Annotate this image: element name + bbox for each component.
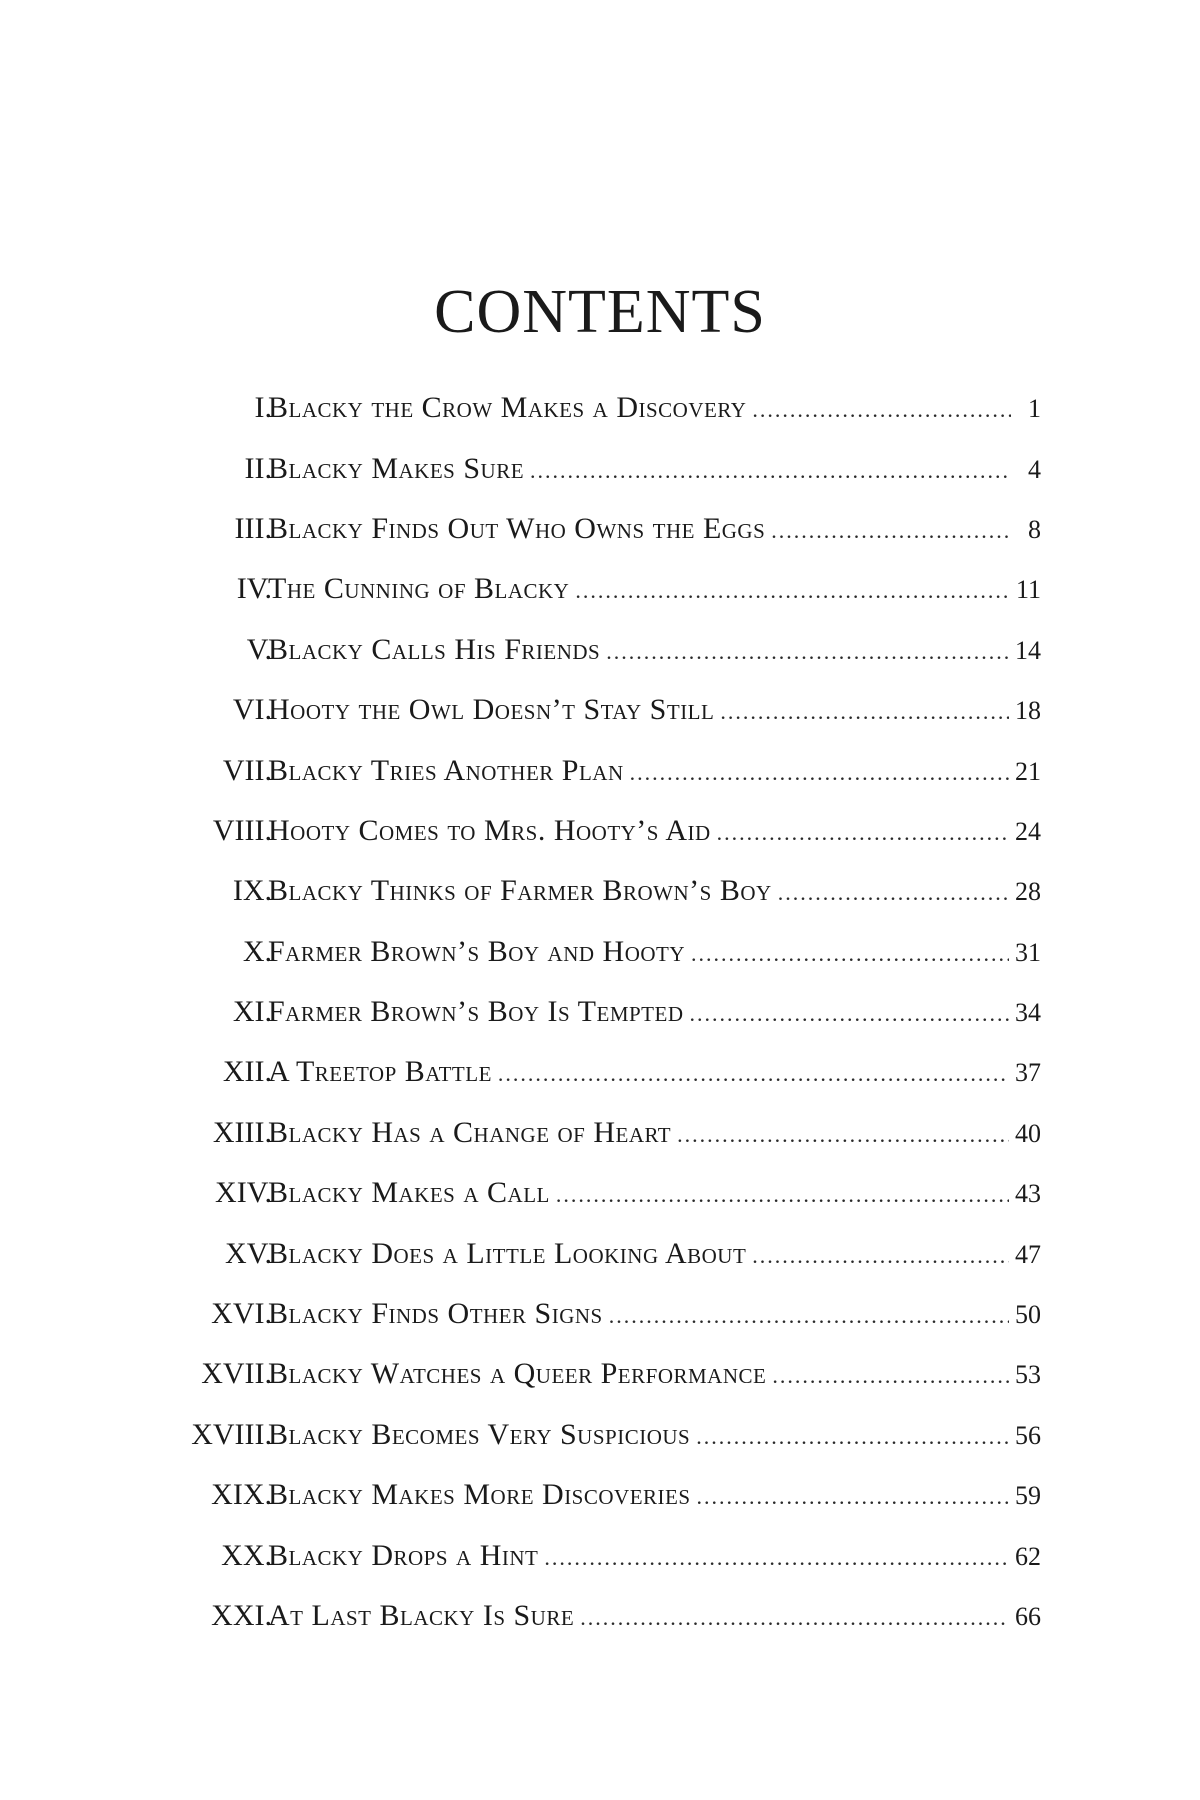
- chapter-page-number: 28: [1015, 877, 1041, 907]
- chapter-page-number: 11: [1015, 575, 1041, 605]
- toc-entry[interactable]: [0, 559, 1200, 619]
- dot-leader: [530, 458, 1011, 484]
- chapter-title: Blacky Finds Other Signs: [268, 1297, 603, 1331]
- dot-leader: [696, 1424, 1009, 1450]
- toc-entry[interactable]: [0, 438, 1200, 498]
- chapter-page-number: 14: [1015, 635, 1041, 665]
- dot-leader: [717, 820, 1009, 846]
- chapter-page-number: 1: [1028, 394, 1041, 424]
- dot-leader: [772, 1363, 1009, 1389]
- toc-entry[interactable]: [0, 620, 1200, 680]
- chapter-numeral: X.: [242, 934, 272, 968]
- chapter-numeral: III.: [234, 511, 272, 545]
- chapter-entry: [268, 1478, 1041, 1512]
- chapter-title: Hooty the Owl Doesn’t Stay Still: [268, 693, 715, 727]
- chapter-entry: [268, 633, 1041, 667]
- chapter-page-number: 50: [1015, 1300, 1041, 1330]
- chapter-title: Hooty Comes to Mrs. Hooty’s Aid: [268, 813, 711, 847]
- chapter-numeral: V.: [246, 632, 272, 666]
- chapter-title: Blacky Finds Out Who Owns the Eggs: [268, 511, 766, 545]
- chapter-entry: [268, 814, 1041, 848]
- chapter-numeral: XVI.: [211, 1297, 272, 1331]
- chapter-entry: [268, 754, 1041, 788]
- toc-entry[interactable]: [0, 1163, 1200, 1223]
- dot-leader: [677, 1122, 1009, 1148]
- chapter-entry: [268, 452, 1041, 486]
- toc-entry[interactable]: [0, 982, 1200, 1042]
- chapter-page-number: 8: [1028, 514, 1041, 544]
- chapter-numeral: VII.: [222, 753, 272, 787]
- dot-leader: [771, 518, 1011, 544]
- chapter-numeral: XIII.: [212, 1115, 272, 1149]
- chapter-title: At Last Blacky Is Sure: [268, 1599, 575, 1632]
- dot-leader: [556, 1182, 1009, 1208]
- toc-entry[interactable]: [0, 922, 1200, 982]
- dot-leader: [720, 699, 1009, 725]
- dot-leader: [630, 760, 1009, 786]
- dot-leader: [606, 639, 1009, 665]
- dot-leader: [778, 880, 1009, 906]
- chapter-page-number: 66: [1015, 1602, 1041, 1631]
- toc-entry[interactable]: [0, 740, 1200, 800]
- dot-leader: [690, 1001, 1010, 1027]
- chapter-page-number: 24: [1015, 816, 1041, 846]
- toc-entry[interactable]: [0, 1223, 1200, 1283]
- chapter-page-number: 53: [1015, 1360, 1041, 1390]
- chapter-title: Blacky Makes Sure: [268, 451, 525, 485]
- chapter-title: Blacky Drops a Hint: [268, 1538, 539, 1572]
- chapter-page-number: 4: [1028, 454, 1041, 484]
- toc-entry[interactable]: [0, 1405, 1200, 1465]
- chapter-numeral: VI.: [232, 693, 272, 727]
- chapter-title: Blacky Calls His Friends: [268, 632, 601, 666]
- chapter-title: Blacky Tries Another Plan: [268, 753, 624, 787]
- page-title: CONTENTS: [434, 278, 766, 346]
- chapter-entry: [268, 391, 1041, 425]
- toc-entry[interactable]: [0, 1103, 1200, 1163]
- chapter-entry: [268, 1418, 1041, 1452]
- chapter-title: Blacky Thinks of Farmer Brown’s Boy: [268, 874, 772, 908]
- dot-leader: [609, 1303, 1009, 1329]
- chapter-entry: [268, 1599, 1041, 1633]
- dot-leader: [498, 1061, 1009, 1087]
- chapter-entry: [268, 1539, 1041, 1573]
- chapter-numeral: II.: [244, 451, 272, 485]
- dot-leader: [575, 578, 1010, 604]
- dot-leader: [691, 941, 1009, 967]
- chapter-title: Blacky Does a Little Looking About: [268, 1236, 747, 1270]
- chapter-page-number: 18: [1015, 696, 1041, 726]
- chapter-page-number: 40: [1015, 1118, 1041, 1148]
- dot-leader: [752, 1243, 1009, 1269]
- chapter-page-number: 37: [1015, 1058, 1041, 1088]
- chapter-title: Blacky the Crow Makes a Discovery: [268, 391, 747, 425]
- chapter-page-number: 43: [1015, 1179, 1041, 1209]
- chapter-numeral: XX.: [221, 1538, 272, 1572]
- chapter-numeral: XI.: [232, 995, 272, 1029]
- toc-entry[interactable]: [0, 1344, 1200, 1404]
- chapter-page-number: 21: [1015, 756, 1041, 786]
- chapter-numeral: I.: [254, 391, 272, 425]
- chapter-title: The Cunning of Blacky: [268, 572, 570, 606]
- chapter-title: Blacky Has a Change of Heart: [268, 1115, 672, 1149]
- chapter-numeral: XV.: [225, 1236, 272, 1270]
- chapter-entry: [268, 935, 1041, 969]
- toc-entry[interactable]: [0, 861, 1200, 921]
- chapter-entry: [268, 572, 1041, 606]
- chapter-numeral: XIX.: [211, 1478, 272, 1512]
- chapter-title: Blacky Becomes Very Suspicious: [268, 1417, 691, 1451]
- chapter-entry: [268, 693, 1041, 727]
- chapter-page-number: 47: [1015, 1239, 1041, 1269]
- toc-entry[interactable]: [0, 1284, 1200, 1344]
- toc-entry[interactable]: [0, 378, 1200, 438]
- chapter-title: Farmer Brown’s Boy Is Tempted: [268, 995, 684, 1029]
- toc-entry[interactable]: [0, 680, 1200, 740]
- chapter-title: Farmer Brown’s Boy and Hooty: [268, 934, 686, 968]
- toc-entry[interactable]: [0, 1465, 1200, 1525]
- chapter-page-number: 56: [1015, 1420, 1041, 1450]
- chapter-entry: [268, 1116, 1041, 1150]
- toc-entry[interactable]: [0, 1525, 1200, 1585]
- chapter-numeral: VIII.: [212, 813, 272, 847]
- chapter-title: Blacky Makes More Discoveries: [268, 1478, 691, 1512]
- chapter-page-number: 31: [1015, 937, 1041, 967]
- dot-leader: [752, 397, 1011, 423]
- chapter-entry: [268, 1176, 1041, 1210]
- chapter-entry: [268, 1237, 1041, 1271]
- chapter-numeral: XXI.: [211, 1599, 272, 1632]
- toc-entry[interactable]: [0, 1586, 1200, 1646]
- chapter-numeral: XVII.: [201, 1357, 272, 1391]
- chapter-entry: [268, 1055, 1041, 1089]
- dot-leader: [697, 1484, 1009, 1510]
- chapter-entry: [268, 512, 1041, 546]
- chapter-numeral: IX.: [232, 874, 272, 908]
- toc-entry[interactable]: [0, 801, 1200, 861]
- chapter-title: Blacky Makes a Call: [268, 1176, 550, 1210]
- chapter-page-number: 34: [1015, 998, 1041, 1028]
- chapter-entry: [268, 874, 1041, 908]
- chapter-title: Blacky Watches a Queer Performance: [268, 1357, 767, 1391]
- chapter-page-number: 62: [1015, 1541, 1041, 1571]
- chapter-numeral: XVIII.: [191, 1417, 272, 1451]
- dot-leader: [544, 1545, 1009, 1571]
- chapter-entry: [268, 995, 1041, 1029]
- chapter-numeral: XII.: [222, 1055, 272, 1089]
- dot-leader: [580, 1605, 1009, 1631]
- table-of-contents: [0, 378, 1200, 1646]
- chapter-title: A Treetop Battle: [268, 1055, 492, 1089]
- toc-entry[interactable]: [0, 1042, 1200, 1102]
- chapter-entry: [268, 1297, 1041, 1331]
- chapter-numeral: XIV.: [215, 1176, 272, 1210]
- chapter-entry: [268, 1357, 1041, 1391]
- chapter-page-number: 59: [1015, 1481, 1041, 1511]
- chapter-numeral: IV.: [236, 572, 272, 606]
- toc-entry[interactable]: [0, 499, 1200, 559]
